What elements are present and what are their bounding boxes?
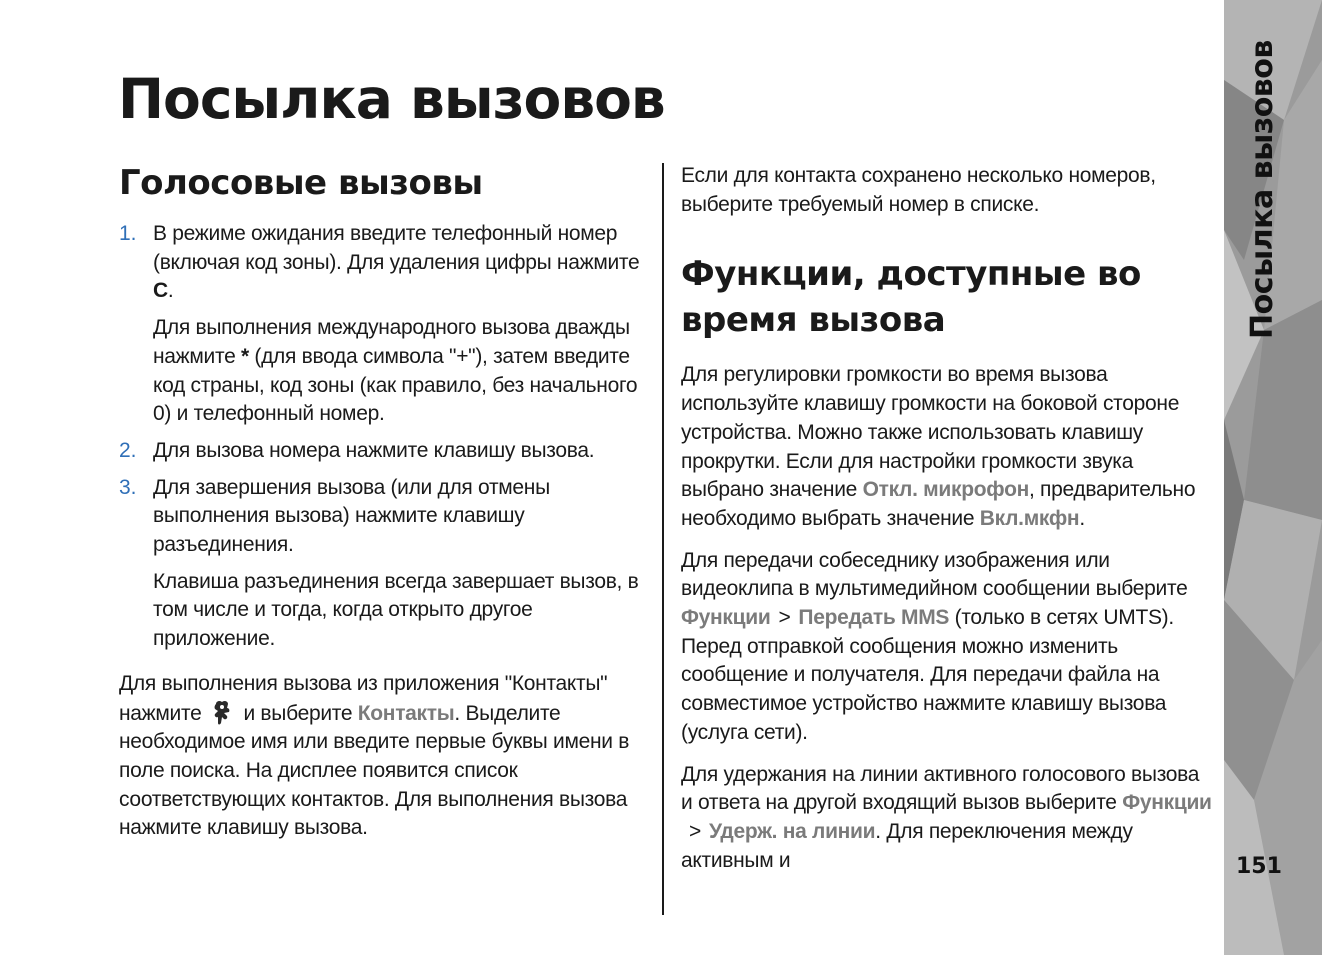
page-title: Посылка вызовов: [118, 67, 665, 131]
step-note: Клавиша разъединения всегда завершает вызов, в том числе и тогда, когда открыто другое приложение.: [153, 569, 639, 651]
key-label: *: [241, 344, 249, 368]
list-item: [119, 220, 654, 429]
step-number: 3.: [119, 475, 137, 499]
menu-separator: >: [689, 819, 701, 843]
step-text: Для вызова номера нажмите клавишу вызова.: [153, 438, 595, 462]
column-divider: [662, 163, 664, 915]
volume-paragraph: Для регулировки громкости во время вызова используйте клавишу громкости на боковой стороне устройства. Можно также использовать клавишу прокрутки. Если для настройки громкости звука выбрано значение Откл. микрофон, предварительно необходимо выбрать значение Вкл.мкфн.: [681, 363, 1196, 530]
intro-paragraph: Если для контакта сохранено несколько номеров, выберите требуемый номер в списке.: [681, 164, 1156, 216]
menu-key-icon: [207, 699, 237, 727]
section-heading-voice-calls: Голосовые вызовы: [119, 163, 483, 203]
menu-hold: Удерж. на линии: [708, 819, 876, 843]
mms-paragraph: Для передачи собеседнику изображения или видеоклипа в мультимедийном сообщении выберите Функции > Передать MMS (только в сетях UMTS). Перед отправкой сообщения можно изменить сообщение и получателя. Для передачи файла на совместимое устройство нажмите клавишу вызова (услуга сети).: [681, 548, 1188, 744]
contacts-paragraph: Для выполнения вызова из приложения "Контакты" нажмите и выберите Контакты. Выделите необходимое имя или введите первые буквы имени в поле поиска. На дисплее появится список соответствующих контактов. Для выполнения вызова нажмите клавишу вызова.: [119, 671, 630, 840]
steps-list: [119, 220, 654, 654]
step-text: В режиме ожидания введите телефонный номер (включая код зоны). Для удаления цифры нажмите C.: [153, 222, 640, 303]
step-note: Для выполнения международного вызова дважды нажмите * (для ввода символа "+"), затем введите код страны, код зоны (как правило, без начального 0) и телефонный номер.: [153, 316, 638, 426]
right-column: [681, 162, 1216, 888]
list-item: [119, 437, 654, 466]
step-number: 1.: [119, 222, 137, 245]
step-number: 2.: [119, 438, 137, 462]
step-text: Для завершения вызова (или для отмены выполнения вызова) нажмите клавишу разъединения.: [153, 475, 550, 557]
menu-unmute-mic: Вкл.мкфн: [979, 506, 1080, 530]
sidebar-chapter-title: Посылка вызовов: [1245, 40, 1280, 339]
page-number: 151: [1236, 854, 1282, 879]
menu-send-mms: Передать MMS: [798, 606, 950, 630]
hold-paragraph: Для удержания на линии активного голосового вызова и ответа на другой входящий вызов выберите Функции> Удерж. на линии. Для переключения между активным и: [681, 762, 1212, 872]
section-heading-call-functions: Функции, доступные во время вызова: [681, 254, 1141, 341]
menu-options: Функции: [1122, 791, 1212, 815]
menu-contacts: Контакты: [357, 701, 455, 725]
left-column: [119, 160, 654, 856]
menu-options: Функции: [681, 606, 771, 630]
list-item: [119, 474, 654, 654]
menu-mute-mic: Откл. микрофон: [862, 478, 1029, 502]
menu-separator: >: [778, 606, 791, 630]
key-label: C: [153, 279, 168, 303]
